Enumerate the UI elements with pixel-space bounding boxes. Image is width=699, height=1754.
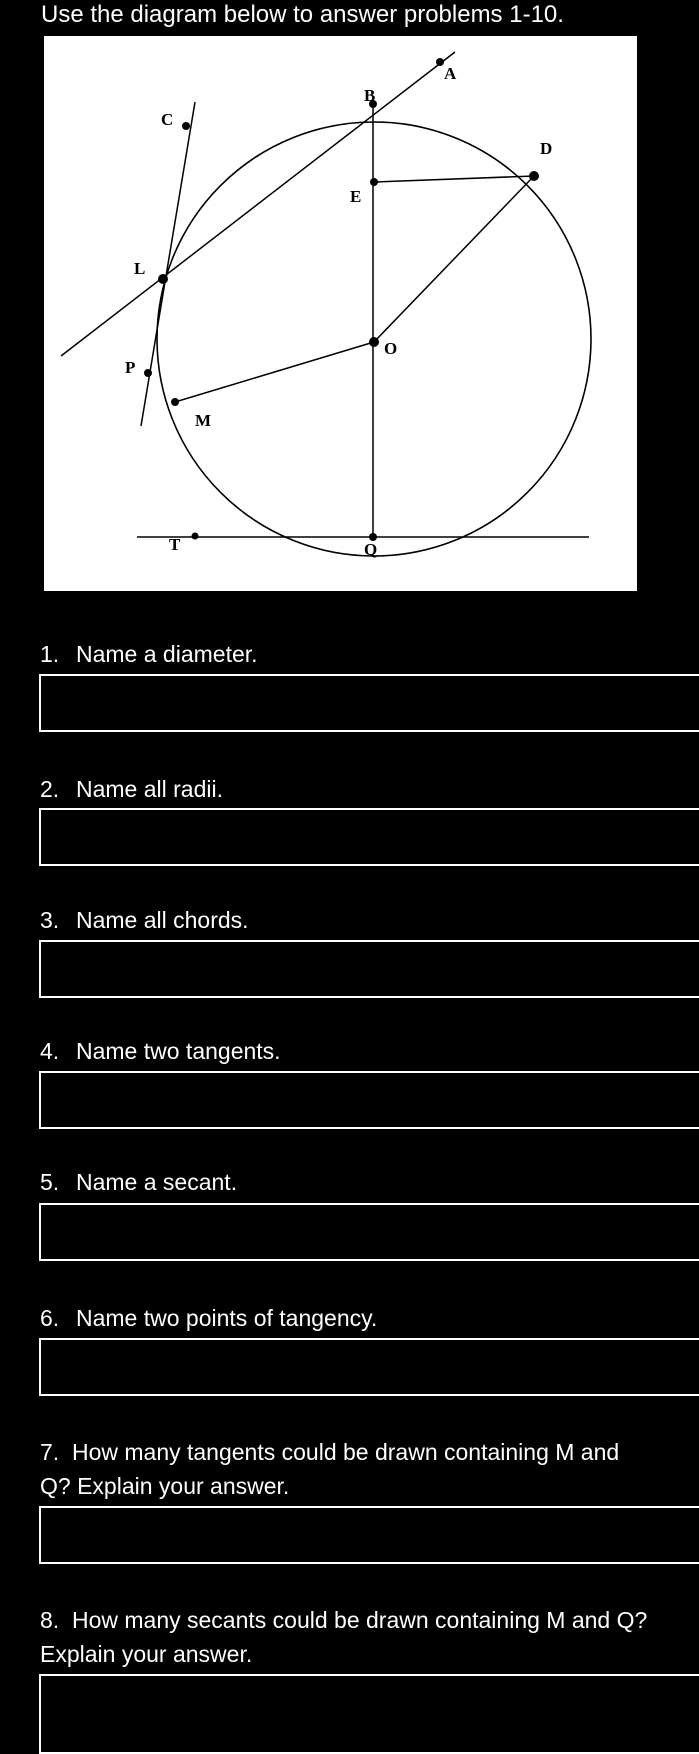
- question-text: How many secants could be drawn containing M and Q? Explain your answer.: [40, 1607, 648, 1667]
- question-number: 2.: [40, 776, 60, 802]
- instructions: Use the diagram below to answer problems 1-10.: [41, 1, 564, 28]
- point-c: [182, 122, 190, 130]
- point-p: [144, 369, 152, 377]
- answer-5-field[interactable]: [39, 1203, 699, 1261]
- question-3: [40, 903, 680, 937]
- question-number: 4.: [40, 1038, 60, 1064]
- label-b: B: [364, 86, 376, 105]
- label-q: Q: [364, 540, 378, 559]
- radius-om: [175, 342, 374, 402]
- answer-7-field[interactable]: [39, 1506, 699, 1564]
- circle-diagram-svg: [44, 36, 637, 591]
- circle-diagram: [44, 36, 637, 591]
- question-text: Name a diameter.: [76, 641, 258, 667]
- label-l: L: [134, 259, 146, 278]
- question-number: 3.: [40, 907, 60, 933]
- question-number: 7.: [40, 1439, 60, 1465]
- question-number: 8.: [40, 1607, 60, 1633]
- question-text: Name all chords.: [76, 907, 249, 933]
- label-a: A: [444, 64, 457, 83]
- answer-4-field[interactable]: [39, 1071, 699, 1129]
- label-e: E: [350, 187, 362, 206]
- answer-3-field[interactable]: [39, 940, 699, 998]
- point-t: [192, 533, 199, 540]
- question-8: [40, 1603, 662, 1671]
- question-number: 5.: [40, 1169, 60, 1195]
- chord-ed: [374, 176, 534, 182]
- question-1: [40, 637, 680, 671]
- answer-2-field[interactable]: [39, 808, 699, 866]
- answer-6-field[interactable]: [39, 1338, 699, 1396]
- label-p: P: [125, 358, 136, 377]
- point-m: [171, 398, 179, 406]
- secant-line-lb: [61, 52, 455, 356]
- answer-1-field[interactable]: [39, 674, 699, 732]
- question-text: Name a secant.: [76, 1169, 238, 1195]
- label-t: T: [169, 535, 181, 554]
- question-number: 6.: [40, 1305, 60, 1331]
- question-text: Name two tangents.: [76, 1038, 281, 1064]
- question-text: Name all radii.: [76, 776, 223, 802]
- point-e: [370, 178, 378, 186]
- question-number: 1.: [40, 641, 60, 667]
- answer-8-field[interactable]: [39, 1674, 699, 1754]
- label-d: D: [540, 139, 553, 158]
- label-c: C: [161, 110, 174, 129]
- tangent-line-cp: [141, 102, 195, 426]
- question-2: [40, 772, 680, 806]
- point-a: [436, 58, 444, 66]
- question-4: [40, 1034, 680, 1068]
- radius-od: [374, 176, 534, 342]
- question-text: How many tangents could be drawn containing M and Q? Explain your answer.: [40, 1439, 620, 1499]
- point-d: [529, 171, 539, 181]
- label-o: O: [384, 339, 398, 358]
- question-6: [40, 1301, 680, 1335]
- label-m: M: [195, 411, 212, 430]
- question-7: [40, 1435, 640, 1503]
- point-o: [369, 337, 379, 347]
- question-5: [40, 1165, 680, 1199]
- question-text: Name two points of tangency.: [76, 1305, 378, 1331]
- point-l: [158, 274, 168, 284]
